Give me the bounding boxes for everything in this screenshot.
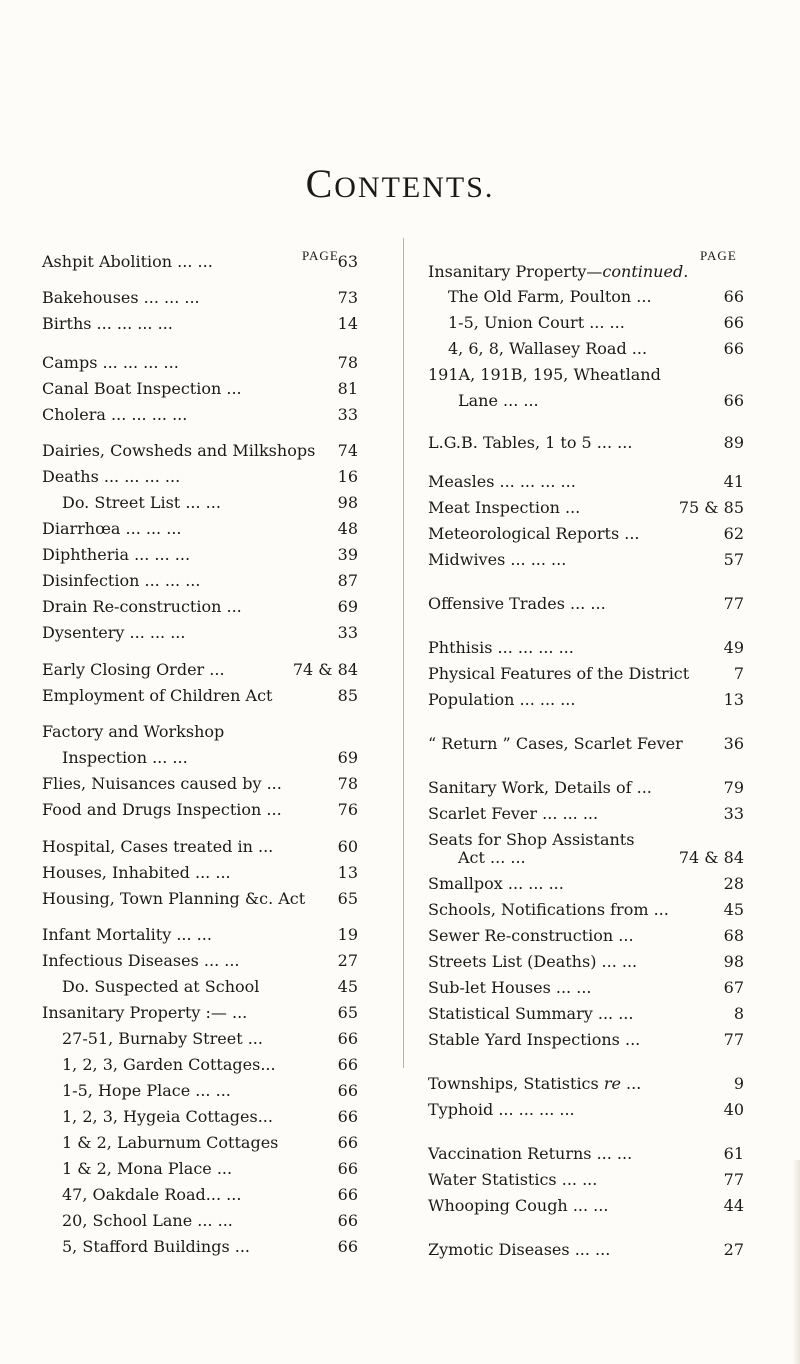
left-index-entry xyxy=(42,863,358,883)
entry-page-number: 76 xyxy=(337,800,358,819)
leader-dots: ... xyxy=(631,778,652,797)
entry-label: Factory and Workshop xyxy=(42,722,225,741)
entry-page-number: 65 xyxy=(337,889,358,908)
right-index-entry xyxy=(428,1004,744,1024)
page-column-header: PAGE xyxy=(302,248,339,263)
entry-label: Bakehouses ... ... ... xyxy=(42,288,200,307)
entry-page-number: 66 xyxy=(337,1055,358,1074)
entry-page-number: 7 xyxy=(733,664,744,683)
left-index-entry xyxy=(42,800,358,820)
entry-page-number: 27 xyxy=(723,1240,744,1259)
entry-label: Vaccination Returns ... ... xyxy=(428,1144,633,1163)
entry-page-number: 77 xyxy=(723,1170,744,1189)
leader-dots: ... xyxy=(226,1003,248,1022)
entry-label: Deaths ... ... ... ... xyxy=(42,467,181,486)
right-index-entry xyxy=(428,365,744,385)
entry-page-number: 33 xyxy=(723,804,744,823)
leader-dots: ... xyxy=(211,1159,233,1178)
right-index-entry xyxy=(428,594,744,614)
left-index-entry xyxy=(42,1029,358,1049)
entry-page-number: 66 xyxy=(337,1029,358,1048)
right-index-entry xyxy=(428,1240,744,1260)
entry-label: Camps ... ... ... ... xyxy=(42,353,179,372)
entry-label: Schools, Notifications from ... xyxy=(428,900,669,919)
entry-label: Offensive Trades ... ... xyxy=(428,594,606,613)
leader-dots: ... ... xyxy=(557,804,599,823)
entry-label: Townships, Statistics re ... xyxy=(428,1074,642,1093)
entry-page-number: 75 & 85 xyxy=(678,498,744,517)
entry-label: 20, School Lane ... ... xyxy=(62,1211,233,1230)
entry-page-number: 33 xyxy=(337,623,358,642)
entry-label: 4, 6, 8, Wallasey Road ... xyxy=(448,339,648,358)
right-index-entry xyxy=(428,550,744,570)
entry-label: Act ... ... xyxy=(458,848,526,867)
entry-label: 5, Stafford Buildings ... xyxy=(62,1237,251,1256)
entry-label: Insanitary Property :— ... xyxy=(42,1003,248,1022)
entry-label: Drain Re-construction ... xyxy=(42,597,242,616)
leader-dots: ... ... xyxy=(189,863,231,882)
left-index-entry xyxy=(42,441,358,461)
right-index-entry xyxy=(428,638,744,658)
entry-label: L.G.B. Tables, 1 to 5 ... ... xyxy=(428,433,633,452)
leader-dots: ... xyxy=(210,1081,231,1100)
entry-label: Smallpox ... ... ... xyxy=(428,874,564,893)
right-index-entry xyxy=(428,433,744,453)
leader-dots: ... ... ... xyxy=(514,690,576,709)
entry-page-number: 9 xyxy=(733,1074,744,1093)
entry-page-number: 74 xyxy=(337,441,358,460)
left-index-entry xyxy=(42,493,358,513)
left-index-entry xyxy=(42,748,358,768)
entry-page-number: 27 xyxy=(337,951,358,970)
leader-dots: ... ... xyxy=(550,978,592,997)
leader-dots: ... xyxy=(221,597,242,616)
leader-dots: ... ... ... xyxy=(514,472,576,491)
right-index-entry xyxy=(428,874,744,894)
entry-page-number: 87 xyxy=(337,571,358,590)
entry-label: Sanitary Work, Details of ... xyxy=(428,778,652,797)
left-index-entry xyxy=(42,925,358,945)
entry-label: Phthisis ... ... ... ... xyxy=(428,638,574,657)
entry-label: Physical Features of the District xyxy=(428,664,690,683)
entry-page-number: 77 xyxy=(723,1030,744,1049)
entry-page-number: 73 xyxy=(337,288,358,307)
left-index-entry xyxy=(42,1055,358,1075)
entry-label: Streets List (Deaths) ... ... xyxy=(428,952,638,971)
entry-page-number: 48 xyxy=(337,519,358,538)
left-index-entry xyxy=(42,1107,358,1127)
leader-dots: ... ... xyxy=(564,594,606,613)
entry-label: Do. Suspected at School xyxy=(62,977,260,996)
entry-page-number: 74 & 84 xyxy=(292,660,358,679)
right-index-entry xyxy=(428,524,744,544)
right-index-entry xyxy=(428,1170,744,1190)
entry-label: Do. Street List ... ... xyxy=(62,493,221,512)
entry-label: Disinfection ... ... ... xyxy=(42,571,201,590)
left-index-entry xyxy=(42,467,358,487)
left-index-entry xyxy=(42,951,358,971)
left-index-entry xyxy=(42,686,358,706)
leader-dots: ... xyxy=(616,952,638,971)
entry-page-number: 49 xyxy=(723,638,744,657)
left-index-entry xyxy=(42,1003,358,1023)
leader-dots: ... ... ... xyxy=(119,467,181,486)
entry-page-number: 69 xyxy=(337,748,358,767)
column-divider xyxy=(403,238,404,1068)
entry-label: 1-5, Union Court ... ... xyxy=(448,313,625,332)
entry-page-number: 98 xyxy=(723,952,744,971)
right-index-entry xyxy=(428,900,744,920)
entry-label: Employment of Children Act xyxy=(42,686,273,705)
leader-dots: ... ... xyxy=(569,1240,611,1259)
entry-page-number: 65 xyxy=(337,1003,358,1022)
left-index-entry xyxy=(42,379,358,399)
right-index-entry xyxy=(428,848,744,868)
entry-label: Meat Inspection ... xyxy=(428,498,581,517)
entry-label: Canal Boat Inspection ... xyxy=(42,379,242,398)
right-index-entry xyxy=(428,1100,744,1120)
entry-label: Whooping Cough ... ... xyxy=(428,1196,609,1215)
right-index-entry xyxy=(428,339,744,359)
left-index-entry xyxy=(42,597,358,617)
entry-page-number: 33 xyxy=(337,405,358,424)
leader-dots: ... xyxy=(611,1144,633,1163)
entry-page-number: 66 xyxy=(723,313,744,332)
leader-dots: ... ... xyxy=(567,1196,609,1215)
leader-dots: ... xyxy=(620,1074,642,1093)
entry-page-number: 41 xyxy=(723,472,744,491)
entry-page-number: 98 xyxy=(337,493,358,512)
entry-label: Population ... ... ... xyxy=(428,690,576,709)
entry-page-number: 66 xyxy=(337,1081,358,1100)
right-index-entry xyxy=(428,1144,744,1164)
entry-page-number: 66 xyxy=(723,287,744,306)
entry-page-number: 45 xyxy=(723,900,744,919)
entry-page-number: 45 xyxy=(337,977,358,996)
entry-label: Stable Yard Inspections ... xyxy=(428,1030,641,1049)
entry-page-number: 66 xyxy=(337,1133,358,1152)
right-index-entry xyxy=(428,778,744,798)
entry-label: Typhoid ... ... ... ... xyxy=(428,1100,575,1119)
left-index-entry xyxy=(42,252,358,272)
entry-page-number: 44 xyxy=(723,1196,744,1215)
right-index-entry xyxy=(428,926,744,946)
leader-dots: ... xyxy=(612,433,633,452)
leader-dots: ... ... ... xyxy=(513,1100,575,1119)
entry-label: 1, 2, 3, Hygeia Cottages... xyxy=(62,1107,273,1126)
leader-dots: ... ... xyxy=(484,848,526,867)
entry-page-number: 81 xyxy=(337,379,358,398)
entry-label: “ Return ” Cases, Scarlet Fever xyxy=(428,734,683,753)
entry-label: 1, 2, 3, Garden Cottages... xyxy=(62,1055,276,1074)
entry-label: Zymotic Diseases ... ... xyxy=(428,1240,611,1259)
entry-label: Scarlet Fever ... ... ... xyxy=(428,804,599,823)
left-index-entry xyxy=(42,889,358,909)
entry-page-number: 19 xyxy=(337,925,358,944)
entry-label: Cholera ... ... ... ... xyxy=(42,405,188,424)
entry-label: Meteorological Reports ... xyxy=(428,524,640,543)
left-index-entry xyxy=(42,314,358,334)
leader-dots: ... ... xyxy=(497,391,539,410)
entry-label: Flies, Nuisances caused by ... xyxy=(42,774,282,793)
entry-page-number: 28 xyxy=(723,874,744,893)
leader-dots: ... ... xyxy=(198,951,240,970)
left-index-entry xyxy=(42,660,358,680)
entry-page-number: 62 xyxy=(723,524,744,543)
entry-label: Housing, Town Planning &c. Act xyxy=(42,889,306,908)
leader-dots: ... ... ... xyxy=(512,638,574,657)
right-index-entry xyxy=(428,498,744,518)
entry-page-number: 39 xyxy=(337,545,358,564)
entry-label: Midwives ... ... ... xyxy=(428,550,567,569)
entry-page-number: 77 xyxy=(723,594,744,613)
leader-dots: ... ... ... xyxy=(129,545,191,564)
entry-label: Diarrhœa ... ... ... xyxy=(42,519,182,538)
entry-label: Births ... ... ... ... xyxy=(42,314,173,333)
entry-label: 47, Oakdale Road... ... xyxy=(62,1185,242,1204)
entry-label: Sewer Re-construction ... xyxy=(428,926,634,945)
leader-dots: ... xyxy=(619,1030,641,1049)
entry-label: Ashpit Abolition ... ... xyxy=(42,252,213,271)
entry-label: Measles ... ... ... ... xyxy=(428,472,576,491)
entry-page-number: 66 xyxy=(723,339,744,358)
entry-label: The Old Farm, Poulton ... xyxy=(448,287,652,306)
entry-page-number: 66 xyxy=(723,391,744,410)
leader-dots: ... xyxy=(200,493,221,512)
entry-label: Seats for Shop Assistants xyxy=(428,830,635,849)
left-index-entry xyxy=(42,519,358,539)
entry-page-number: 8 xyxy=(733,1004,744,1023)
entry-page-number: 13 xyxy=(723,690,744,709)
leader-dots: ... xyxy=(604,313,625,332)
entry-label: Food and Drugs Inspection ... xyxy=(42,800,282,819)
right-index-entry xyxy=(428,804,744,824)
entry-label: Statistical Summary ... ... xyxy=(428,1004,634,1023)
entry-page-number: 36 xyxy=(723,734,744,753)
left-index-entry xyxy=(42,405,358,425)
entry-page-number: 14 xyxy=(337,314,358,333)
left-index-entry xyxy=(42,977,358,997)
leader-dots: ... xyxy=(619,524,640,543)
left-index-entry xyxy=(42,1081,358,1101)
left-index-entry xyxy=(42,288,358,308)
entry-label: Diphtheria ... ... ... xyxy=(42,545,191,564)
right-index-entry xyxy=(428,734,744,754)
right-index-entry xyxy=(428,664,744,684)
left-index-entry xyxy=(42,837,358,857)
page-title: CONTENTS. xyxy=(305,161,495,206)
leader-dots: ... xyxy=(221,379,242,398)
leader-dots: ... xyxy=(221,1185,242,1204)
entry-label: 27-51, Burnaby Street ... xyxy=(62,1029,263,1048)
entry-label: Houses, Inhabited ... ... xyxy=(42,863,231,882)
right-index-entry xyxy=(428,391,744,411)
left-index-entry xyxy=(42,722,358,742)
leader-dots: ... xyxy=(212,1211,233,1230)
entry-page-number: 63 xyxy=(337,252,358,271)
leader-dots: ... ... ... ... xyxy=(91,314,173,333)
left-index-entry xyxy=(42,623,358,643)
page-edge-shadow xyxy=(792,1160,800,1364)
entry-label: Dysentery ... ... ... xyxy=(42,623,186,642)
right-index-entry xyxy=(428,1074,744,1094)
left-index-entry xyxy=(42,545,358,565)
entry-label: Inspection ... ... xyxy=(62,748,188,767)
leader-dots: ... ... ... xyxy=(138,288,200,307)
leader-dots: ... ... ... xyxy=(117,353,179,372)
entry-label: Sub-let Houses ... ... xyxy=(428,978,592,997)
left-index-entry xyxy=(42,1185,358,1205)
entry-page-number: 16 xyxy=(337,467,358,486)
entry-page-number: 67 xyxy=(723,978,744,997)
left-index-entry xyxy=(42,1133,358,1153)
entry-page-number: 61 xyxy=(723,1144,744,1163)
entry-page-number: 74 & 84 xyxy=(678,848,744,867)
entry-label: Early Closing Order ... xyxy=(42,660,225,679)
entry-page-number: 66 xyxy=(337,1159,358,1178)
right-index-entry xyxy=(428,978,744,998)
leader-dots: ... ... xyxy=(172,252,213,271)
right-index-entry xyxy=(428,287,744,307)
leader-dots: ... xyxy=(229,1237,251,1256)
entry-label: Hospital, Cases treated in ... xyxy=(42,837,274,856)
left-index-entry xyxy=(42,1211,358,1231)
right-index-entry xyxy=(428,472,744,492)
leader-dots: ... xyxy=(613,926,634,945)
entry-label: Infant Mortality ... ... xyxy=(42,925,212,944)
leader-dots: ... ... ... xyxy=(139,571,201,590)
left-index-entry xyxy=(42,1237,358,1257)
entry-page-number: 60 xyxy=(337,837,358,856)
entry-page-number: 85 xyxy=(337,686,358,705)
entry-page-number: 66 xyxy=(337,1107,358,1126)
right-index-entry xyxy=(428,262,744,282)
leader-dots: ... ... xyxy=(147,748,188,767)
leader-dots: ... ... xyxy=(556,1170,598,1189)
right-index-entry xyxy=(428,1196,744,1216)
entry-label: 1-5, Hope Place ... ... xyxy=(62,1081,231,1100)
right-index-entry xyxy=(428,313,744,333)
entry-page-number: 78 xyxy=(337,774,358,793)
entry-page-number: 66 xyxy=(337,1211,358,1230)
entry-page-number: 69 xyxy=(337,597,358,616)
entry-label: Dairies, Cowsheds and Milkshops xyxy=(42,441,316,460)
leader-dots: ... ... ... xyxy=(124,623,186,642)
leader-dots: ... xyxy=(613,1004,634,1023)
entry-page-number: 89 xyxy=(723,433,744,452)
leader-dots: ... xyxy=(559,498,581,517)
entry-label: 1 & 2, Laburnum Cottages xyxy=(62,1133,279,1152)
entry-page-number: 40 xyxy=(723,1100,744,1119)
entry-label: Water Statistics ... ... xyxy=(428,1170,598,1189)
entry-label: 1 & 2, Mona Place ... xyxy=(62,1159,233,1178)
entry-page-number: 68 xyxy=(723,926,744,945)
leader-dots: ... ... ... xyxy=(120,519,182,538)
entry-page-number: 79 xyxy=(723,778,744,797)
entry-page-number: 13 xyxy=(337,863,358,882)
entry-page-number: 78 xyxy=(337,353,358,372)
left-index-entry xyxy=(42,353,358,373)
right-index-entry xyxy=(428,1030,744,1050)
leader-dots: ... ... ... xyxy=(126,405,188,424)
entry-label: Insanitary Property—continued. xyxy=(428,262,689,281)
leader-dots: ... ... ... xyxy=(502,874,564,893)
entry-label: Lane ... ... xyxy=(458,391,539,410)
entry-label: 191A, 191B, 195, Wheatland xyxy=(428,365,661,384)
leader-dots: ... ... ... xyxy=(505,550,567,569)
entry-page-number: 66 xyxy=(337,1237,358,1256)
right-index-entry xyxy=(428,690,744,710)
entry-label: Infectious Diseases ... ... xyxy=(42,951,240,970)
entry-page-number: 57 xyxy=(723,550,744,569)
page-column-header: PAGE xyxy=(700,248,737,263)
leader-dots: ... ... xyxy=(171,925,212,944)
entry-page-number: 66 xyxy=(337,1185,358,1204)
left-index-entry xyxy=(42,571,358,591)
left-index-entry xyxy=(42,1159,358,1179)
left-index-entry xyxy=(42,774,358,794)
right-index-entry xyxy=(428,830,744,850)
right-index-entry xyxy=(428,952,744,972)
